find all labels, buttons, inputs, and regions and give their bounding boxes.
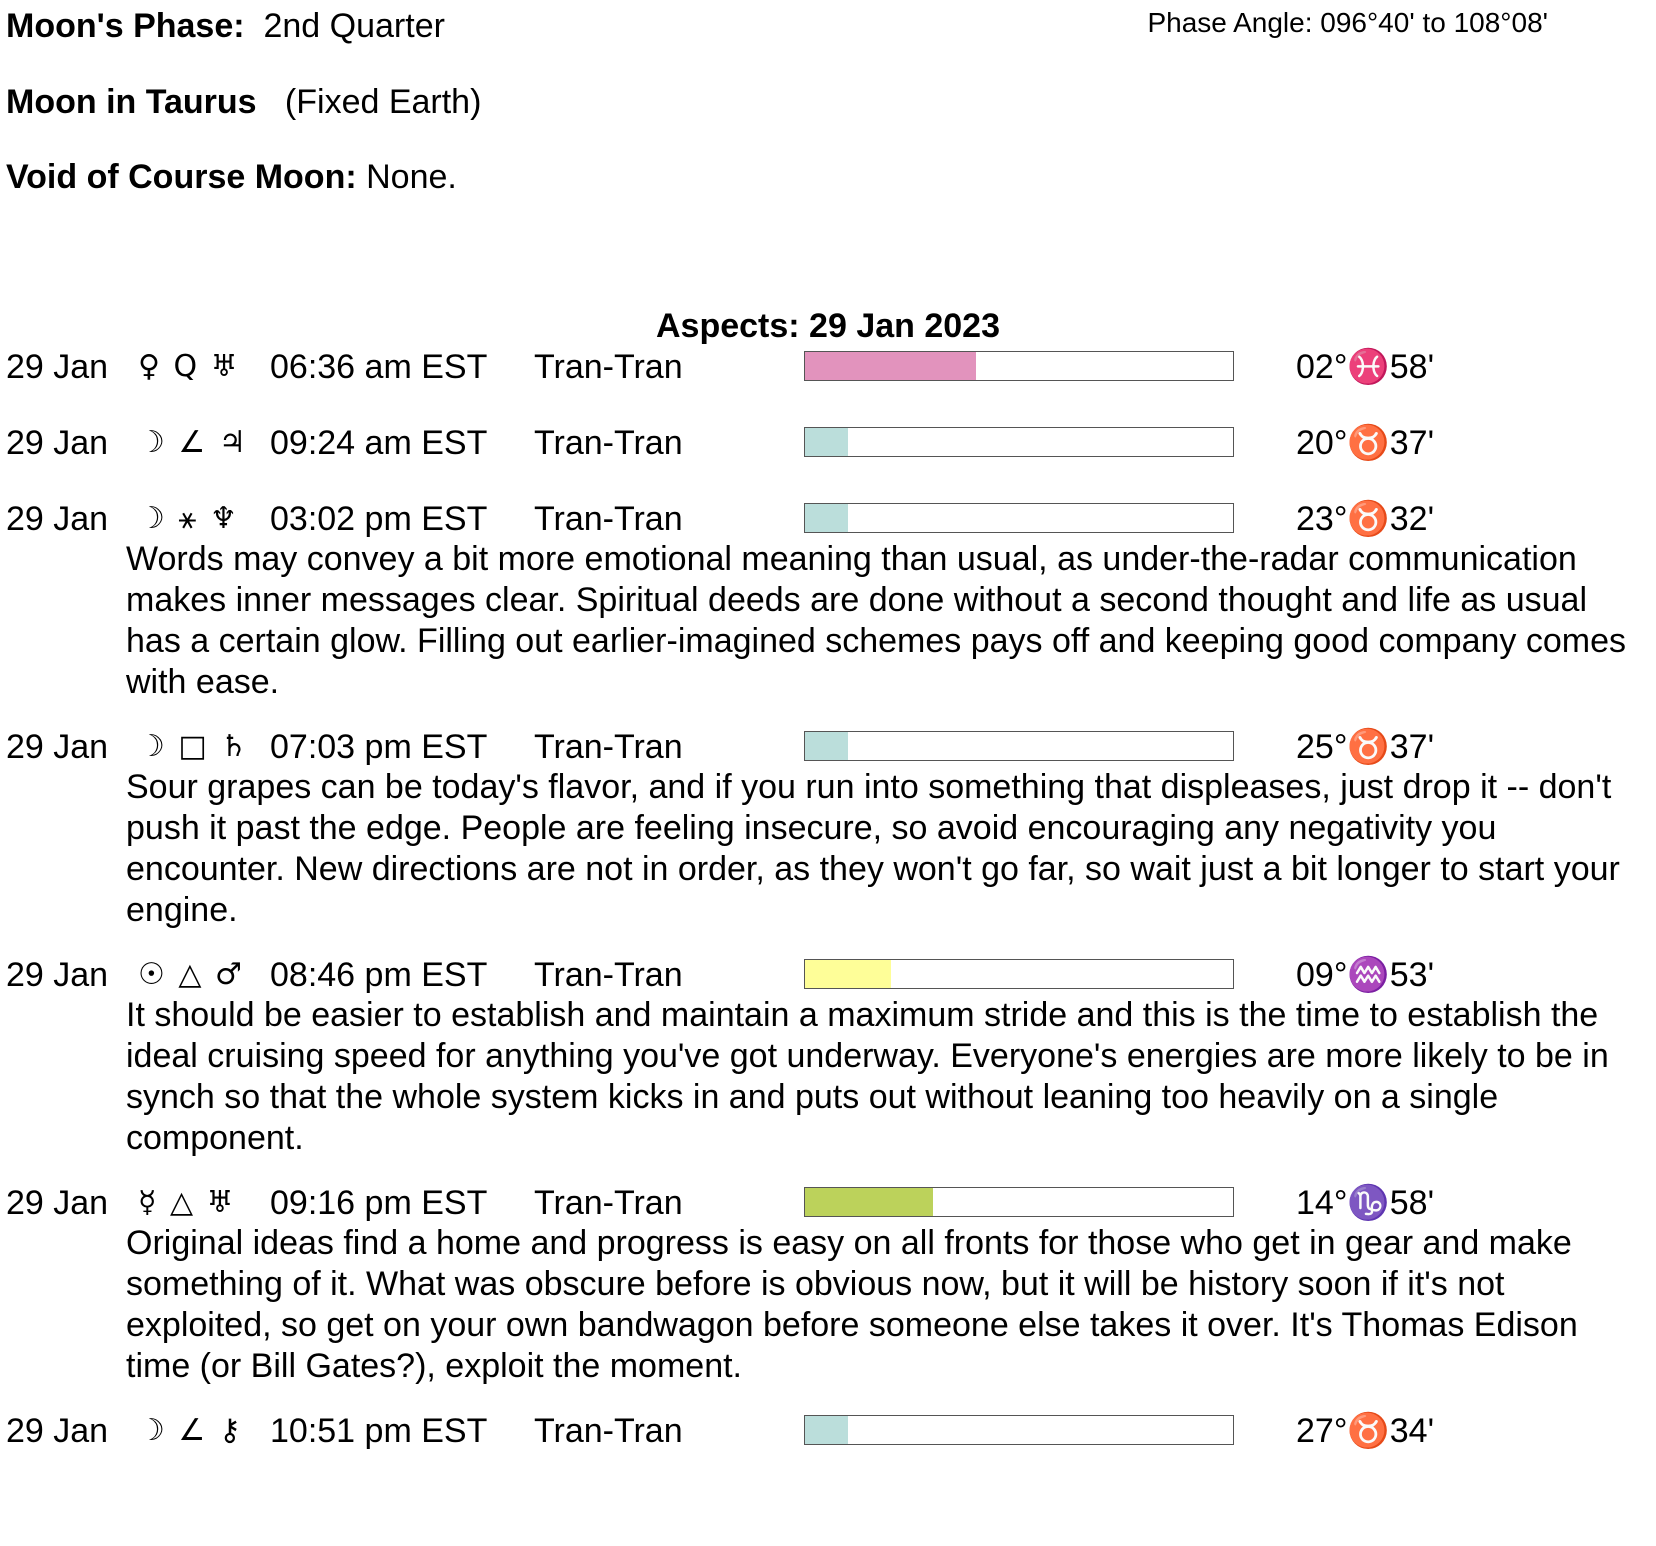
aspect-type: Tran-Tran: [534, 728, 683, 766]
void-of-course-value: None.: [366, 158, 457, 196]
aspect-position: 09°♒53': [1296, 956, 1435, 994]
aspect-row: [0, 498, 1656, 540]
aspect-time: 09:16 pm EST: [270, 1184, 488, 1222]
aspect-glyphs: ☽ ∠ ♃: [138, 425, 248, 460]
aspect-entry: [0, 346, 1656, 388]
aspect-time: 07:03 pm EST: [270, 728, 488, 766]
aspect-position: 20°♉37': [1296, 424, 1435, 462]
strength-bar-fill: [805, 428, 848, 456]
aspect-entry: [0, 498, 1656, 703]
strength-bar-fill: [805, 352, 976, 380]
aspect-date: 29 Jan: [6, 956, 109, 994]
aspect-type: Tran-Tran: [534, 348, 683, 386]
aspect-position: 02°♓58': [1296, 348, 1435, 386]
aspect-date: 29 Jan: [6, 348, 109, 386]
moon-phase-label: Moon's Phase:: [6, 7, 245, 45]
aspect-position: 27°♉34': [1296, 1412, 1435, 1450]
aspect-time: 09:24 am EST: [270, 424, 488, 462]
strength-bar: [804, 959, 1234, 989]
strength-bar-fill: [805, 1188, 933, 1216]
aspect-type: Tran-Tran: [534, 956, 683, 994]
strength-bar-fill: [805, 732, 848, 760]
moon-phase-line: [6, 6, 445, 46]
aspect-description: Sour grapes can be today's flavor, and if you run into something that displeases, just drop it -- don't push it past the edge. People are feeling insecure, so avoid encouraging any negativity you encounter. New directions are not in order, as they won't go far, so wait just a bit longer to start your engine.: [126, 768, 1620, 929]
aspect-row: [0, 1182, 1656, 1224]
aspect-glyphs: ☉ △ ♂: [138, 957, 244, 992]
strength-bar: [804, 427, 1234, 457]
aspect-date: 29 Jan: [6, 1184, 109, 1222]
aspect-row: [0, 422, 1656, 464]
moon-sign-line: [6, 82, 481, 122]
aspect-position: 25°♉37': [1296, 728, 1435, 766]
void-of-course-label: Void of Course Moon:: [6, 158, 357, 196]
aspect-date: 29 Jan: [6, 424, 109, 462]
aspect-entry: [0, 726, 1656, 931]
strength-bar-fill: [805, 960, 891, 988]
aspect-row: [0, 346, 1656, 388]
void-of-course-line: [6, 157, 457, 197]
aspect-entry: [0, 1410, 1656, 1452]
aspect-description: It should be easier to establish and maintain a maximum stride and this is the time to establish the ideal cruising speed for anything you've got underway. Everyone's energies are more likely to be in synch so that the whole system kicks in and puts out without leaning too heavily on a single component.: [126, 996, 1609, 1157]
aspect-entry: [0, 1182, 1656, 1387]
aspect-time: 08:46 pm EST: [270, 956, 488, 994]
aspects-title: Aspects: 29 Jan 2023: [656, 307, 1000, 345]
aspect-glyphs: ♀ Q ♅: [138, 349, 240, 384]
aspect-glyphs: ☽ ∠ ⚷: [138, 1413, 243, 1448]
moon-sign-value: (Fixed Earth): [284, 83, 482, 121]
aspect-position: 23°♉32': [1296, 500, 1435, 538]
phase-angle: Phase Angle: 096°40' to 108°08': [1147, 7, 1548, 38]
aspect-glyphs: ☿ △ ♅: [138, 1185, 236, 1220]
aspect-entry: [0, 954, 1656, 1159]
aspect-type: Tran-Tran: [534, 1184, 683, 1222]
strength-bar: [804, 503, 1234, 533]
strength-bar: [804, 351, 1234, 381]
aspect-type: Tran-Tran: [534, 1412, 683, 1450]
aspect-glyphs: ☽ □ ♄: [138, 729, 250, 764]
aspect-date: 29 Jan: [6, 728, 109, 766]
aspect-time: 06:36 am EST: [270, 348, 488, 386]
aspect-row: [0, 1410, 1656, 1452]
aspect-description: Words may convey a bit more emotional meaning than usual, as under-the-radar communication makes inner messages clear. Spiritual deeds are done without a second thought and life as usual has a certain glow. Filling out earlier-imagined schemes pays off and keeping good company comes with ease.: [126, 540, 1626, 701]
aspect-date: 29 Jan: [6, 500, 109, 538]
aspect-date: 29 Jan: [6, 1412, 109, 1450]
aspect-position: 14°♑58': [1296, 1184, 1435, 1222]
aspect-type: Tran-Tran: [534, 424, 683, 462]
aspect-glyphs: ☽ ⚹ ♆: [138, 501, 239, 536]
strength-bar: [804, 731, 1234, 761]
strength-bar-fill: [805, 504, 848, 532]
aspect-row: [0, 954, 1656, 996]
moon-sign-label: Moon in Taurus: [6, 83, 257, 121]
aspect-time: 10:51 pm EST: [270, 1412, 488, 1450]
strength-bar: [804, 1415, 1234, 1445]
aspect-time: 03:02 pm EST: [270, 500, 488, 538]
strength-bar-fill: [805, 1416, 848, 1444]
aspect-entry: [0, 422, 1656, 464]
aspect-row: [0, 726, 1656, 768]
aspect-type: Tran-Tran: [534, 500, 683, 538]
aspect-description: Original ideas find a home and progress is easy on all fronts for those who get in gear and make something of it. What was obscure before is obvious now, but it will be history soon if it's not exploited, so get on your own bandwagon before someone else takes it over. It's Thomas Edison time (or Bill Gates?), exploit the moment.: [126, 1224, 1578, 1385]
strength-bar: [804, 1187, 1234, 1217]
moon-phase-value: 2nd Quarter: [263, 7, 445, 45]
